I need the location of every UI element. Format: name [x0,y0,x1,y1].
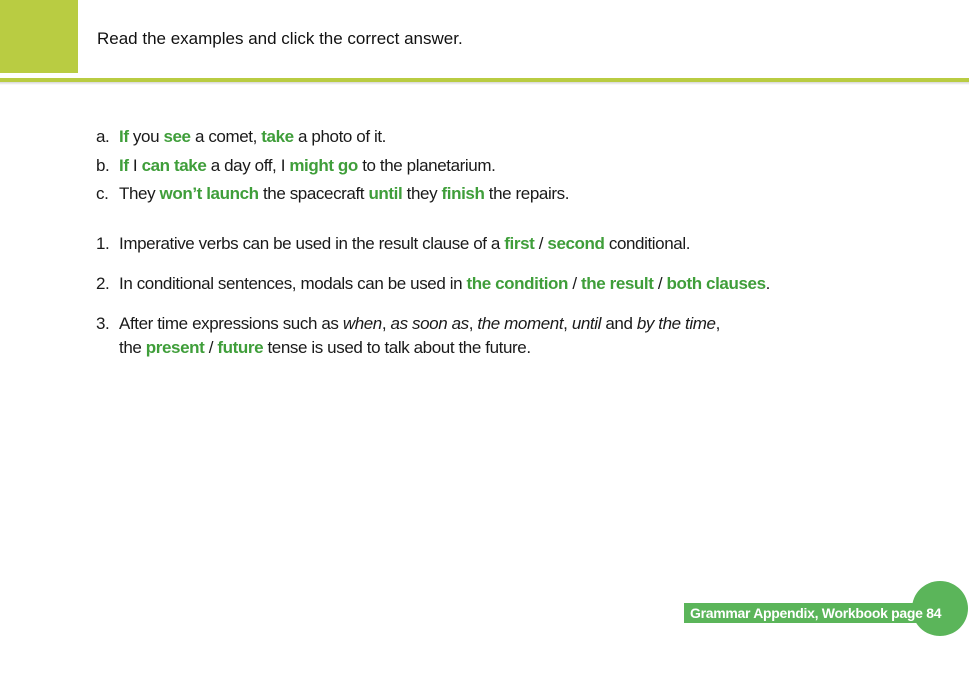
highlight-word: until [368,184,403,203]
option-separator: / [653,274,667,293]
question-text: the [119,338,146,357]
highlight-word: see [163,127,191,146]
answer-option-second[interactable]: second [547,234,605,253]
punctuation: , [381,314,391,333]
question-2 [96,272,770,296]
question-text: In conditional sentences, modals can be used in [119,274,467,293]
highlight-word: take [261,127,294,146]
example-label: c. [96,184,109,203]
question-number: 3. [96,314,110,333]
examples-list [96,125,916,211]
question-text: conditional. [604,234,691,253]
example-b [96,154,916,183]
option-separator: / [534,234,548,253]
example-text: I [128,155,142,175]
highlight-word: might go [289,155,358,175]
option-separator: / [568,274,581,293]
highlight-word: finish [441,184,485,203]
answer-option-present[interactable]: present [145,338,205,357]
example-text: the repairs. [484,184,570,203]
time-expression: as soon as [390,314,469,333]
time-expression: when [342,314,382,333]
example-text: They [119,184,160,203]
example-text: a comet, [190,127,262,146]
highlight-word: won’t launch [159,184,259,203]
answer-option-future[interactable]: future [217,338,264,357]
answer-option-the-condition[interactable]: the condition [466,274,568,293]
question-number: 2. [96,274,110,293]
question-text: After time expressions such as [119,314,343,333]
answer-option-both-clauses[interactable]: both clauses [666,274,766,293]
example-label: b. [96,155,110,175]
highlight-word: can take [141,155,207,175]
punctuation: , [715,314,720,333]
highlight-word: If [119,127,129,146]
example-text: you [128,127,164,146]
header-accent-block [0,0,78,73]
instruction-text: Read the examples and click the correct answer. [97,29,463,48]
option-separator: / [204,338,218,357]
question-number: 1. [96,234,110,253]
question-text: Imperative verbs can be used in the result clause of a [119,234,505,253]
question-1 [96,232,690,256]
time-expression: the moment [477,314,564,333]
question-text: . [765,274,770,293]
example-text: the spacecraft [258,184,369,203]
question-3 [96,312,720,359]
example-text: a day off, I [206,155,290,175]
header-divider-shadow [0,82,969,85]
example-text: a photo of it. [293,127,387,146]
answer-option-the-result[interactable]: the result [580,274,654,293]
punctuation: , [468,314,478,333]
example-text: they [402,184,442,203]
question-text: and [601,314,637,333]
example-label: a. [96,127,110,146]
answer-option-first[interactable]: first [504,234,535,253]
example-c [96,182,916,211]
highlight-word: If [119,155,129,175]
question-text: tense is used to talk about the future. [263,338,531,357]
grammar-appendix-link[interactable]: Grammar Appendix, Workbook page 84 [690,605,942,621]
time-expression: by the time [636,314,716,333]
punctuation: , [563,314,572,333]
example-text: to the planetarium. [357,155,496,175]
example-a [96,125,916,154]
time-expression: until [571,314,602,333]
